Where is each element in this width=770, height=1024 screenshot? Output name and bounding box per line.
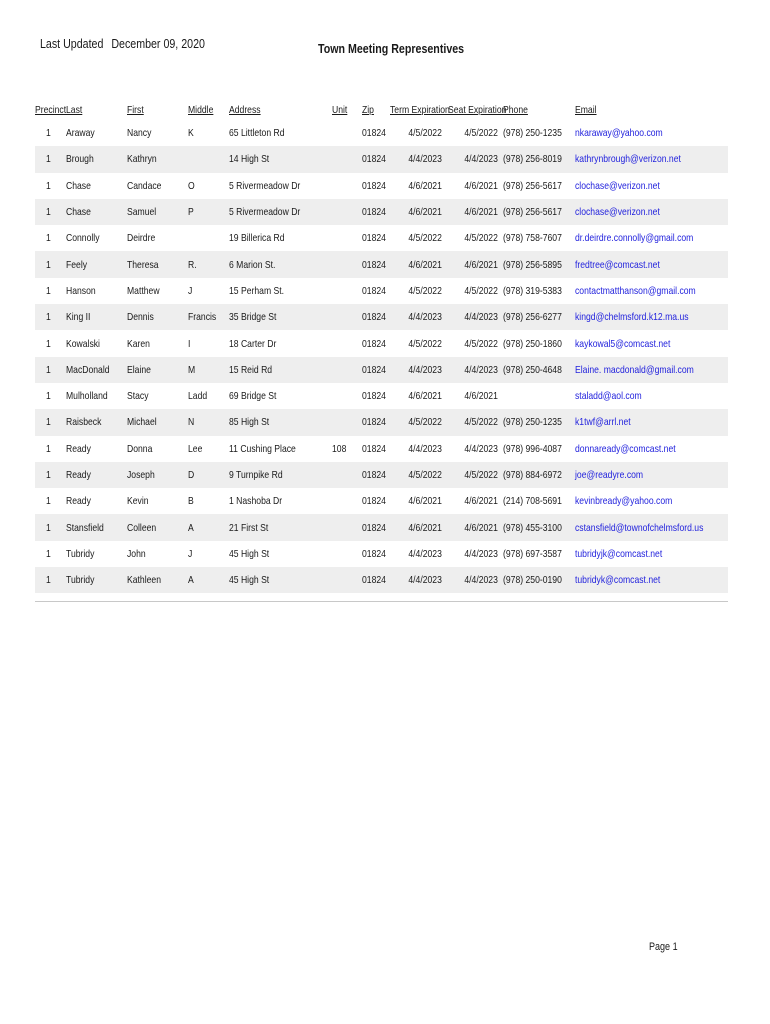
cell-email[interactable]: k1twf@arrl.net xyxy=(575,409,728,435)
cell-seat-expiration: 4/4/2023 xyxy=(464,547,498,560)
table-row xyxy=(35,146,728,172)
cell-first: Elaine xyxy=(127,357,188,383)
cell-term-expiration: 4/4/2023 xyxy=(390,304,448,330)
cell-unit xyxy=(332,146,362,172)
cell-middle: J xyxy=(188,547,193,560)
table-row xyxy=(35,383,728,409)
cell-zip: 01824 xyxy=(362,462,390,488)
cell-last: Chase xyxy=(66,179,91,192)
cell-precinct: 1 xyxy=(46,179,51,192)
table-row xyxy=(35,567,728,593)
cell-phone: (978) 256-8019 xyxy=(503,146,575,172)
cell-last: Chase xyxy=(66,199,127,225)
cell-phone: (978) 996-4087 xyxy=(503,442,562,455)
cell-last: Ready xyxy=(66,462,127,488)
cell-term-expiration: 4/6/2021 xyxy=(408,390,442,403)
cell-seat-expiration: 4/6/2021 xyxy=(448,514,503,540)
cell-first: Joseph xyxy=(127,462,188,488)
cell-seat-expiration: 4/6/2021 xyxy=(448,199,503,225)
table-row xyxy=(35,330,728,356)
col-header-term-expiration: Term Expiration xyxy=(390,104,450,116)
cell-middle: Ladd xyxy=(188,390,208,403)
cell-address: 14 High St xyxy=(229,146,332,172)
cell-address: 45 High St xyxy=(229,567,332,593)
cell-address: 15 Reid Rd xyxy=(229,357,332,383)
cell-phone: (978) 256-5617 xyxy=(503,199,575,225)
cell-middle: M xyxy=(188,357,229,383)
cell-phone: (978) 250-1235 xyxy=(503,127,562,140)
cell-address: 6 Marion St. xyxy=(229,251,332,277)
cell-zip: 01824 xyxy=(362,127,386,140)
cell-term-expiration: 4/4/2023 xyxy=(390,146,448,172)
cell-precinct: 1 xyxy=(35,199,66,225)
cell-middle: Francis xyxy=(188,304,229,330)
cell-email[interactable]: tubridyk@comcast.net xyxy=(575,567,728,593)
cell-last: Tubridy xyxy=(66,567,127,593)
table-row xyxy=(35,514,728,540)
cell-seat-expiration: 4/4/2023 xyxy=(448,567,503,593)
cell-term-expiration: 4/5/2022 xyxy=(390,462,448,488)
table-row xyxy=(35,251,728,277)
cell-middle xyxy=(188,146,229,172)
cell-phone: (978) 697-3587 xyxy=(503,547,562,560)
table-row xyxy=(35,120,728,146)
cell-seat-expiration: 4/6/2021 xyxy=(464,179,498,192)
cell-unit xyxy=(332,304,362,330)
cell-zip: 01824 xyxy=(362,304,390,330)
cell-seat-expiration: 4/5/2022 xyxy=(464,127,498,140)
cell-address: 9 Turnpike Rd xyxy=(229,462,332,488)
cell-zip: 01824 xyxy=(362,337,386,350)
cell-unit xyxy=(332,330,362,356)
cell-term-expiration: 4/4/2023 xyxy=(408,442,442,455)
cell-precinct: 1 xyxy=(46,390,51,403)
cell-middle: A xyxy=(188,567,229,593)
cell-last: MacDonald xyxy=(66,357,127,383)
cell-seat-expiration: 4/4/2023 xyxy=(448,146,503,172)
cell-term-expiration: 4/4/2023 xyxy=(390,357,448,383)
cell-precinct: 1 xyxy=(46,232,51,245)
cell-middle: D xyxy=(188,462,229,488)
cell-email[interactable]: fredtree@comcast.net xyxy=(575,251,728,277)
table-row xyxy=(35,541,728,567)
cell-term-expiration: 4/5/2022 xyxy=(408,127,442,140)
col-header-middle: Middle xyxy=(188,104,214,116)
cell-precinct: 1 xyxy=(46,284,51,297)
cell-zip: 01824 xyxy=(362,390,386,403)
cell-seat-expiration: 4/5/2022 xyxy=(464,232,498,245)
cell-middle: B xyxy=(188,495,194,508)
cell-zip: 01824 xyxy=(362,146,390,172)
table-body xyxy=(35,120,728,593)
cell-zip: 01824 xyxy=(362,179,386,192)
page-title: Town Meeting Representives xyxy=(318,41,465,56)
cell-middle: A xyxy=(188,514,229,540)
cell-term-expiration: 4/6/2021 xyxy=(390,199,448,225)
cell-middle: I xyxy=(188,337,191,350)
cell-zip: 01824 xyxy=(362,514,390,540)
cell-email[interactable]: dr.deirdre.connolly@gmail.com xyxy=(575,232,694,245)
cell-unit xyxy=(332,120,362,146)
cell-first: Colleen xyxy=(127,514,188,540)
col-header-zip: Zip xyxy=(362,104,374,116)
cell-middle: P xyxy=(188,199,229,225)
cell-address: 1 Nashoba Dr xyxy=(229,495,283,508)
cell-precinct: 1 xyxy=(35,146,66,172)
cell-first: Matthew xyxy=(127,284,160,297)
cell-last: Ready xyxy=(66,495,91,508)
cell-address: 11 Cushing Place xyxy=(229,442,296,455)
cell-zip: 01824 xyxy=(362,409,390,435)
cell-address: 69 Bridge St xyxy=(229,390,277,403)
cell-zip: 01824 xyxy=(362,567,390,593)
cell-seat-expiration: 4/6/2021 xyxy=(464,390,498,403)
cell-first: Dennis xyxy=(127,304,188,330)
page-number: Page 1 xyxy=(649,941,678,953)
cell-precinct: 1 xyxy=(46,442,51,455)
cell-first: Deirdre xyxy=(127,232,156,245)
cell-unit xyxy=(332,462,362,488)
cell-phone: (978) 319-5383 xyxy=(503,284,562,297)
cell-term-expiration: 4/4/2023 xyxy=(390,567,448,593)
table-row xyxy=(35,409,728,435)
cell-middle: N xyxy=(188,409,229,435)
cell-first: Stacy xyxy=(127,390,149,403)
cell-address: 21 First St xyxy=(229,514,332,540)
cell-term-expiration: 4/5/2022 xyxy=(408,337,442,350)
cell-last: Tubridy xyxy=(66,547,95,560)
cell-precinct: 1 xyxy=(35,357,66,383)
cell-address: 19 Billerica Rd xyxy=(229,232,285,245)
cell-zip: 01824 xyxy=(362,547,386,560)
cell-seat-expiration: 4/4/2023 xyxy=(448,357,503,383)
cell-unit xyxy=(332,541,362,567)
cell-unit xyxy=(332,278,362,304)
cell-first: Candace xyxy=(127,179,162,192)
cell-phone: (978) 256-5895 xyxy=(503,251,575,277)
cell-precinct: 1 xyxy=(46,495,51,508)
cell-first: Kathleen xyxy=(127,567,188,593)
cell-email[interactable]: staladd@aol.com xyxy=(575,390,642,403)
cell-phone: (978) 250-1235 xyxy=(503,409,575,435)
cell-last: Mulholland xyxy=(66,390,108,403)
cell-seat-expiration: 4/5/2022 xyxy=(464,284,498,297)
table-bottom-rule xyxy=(35,601,728,602)
cell-email[interactable]: kingd@chelmsford.k12.ma.us xyxy=(575,304,728,330)
cell-seat-expiration: 4/4/2023 xyxy=(448,304,503,330)
cell-address: 5 Rivermeadow Dr xyxy=(229,199,332,225)
cell-precinct: 1 xyxy=(35,567,66,593)
cell-last: King II xyxy=(66,304,127,330)
cell-middle: O xyxy=(188,179,195,192)
cell-last: Feely xyxy=(66,251,127,277)
cell-middle: R. xyxy=(188,251,229,277)
cell-seat-expiration: 4/6/2021 xyxy=(448,251,503,277)
cell-zip: 01824 xyxy=(362,284,386,297)
cell-first: John xyxy=(127,547,146,560)
cell-last: Ready xyxy=(66,442,91,455)
cell-term-expiration: 4/5/2022 xyxy=(408,284,442,297)
cell-term-expiration: 4/5/2022 xyxy=(390,409,448,435)
table-row xyxy=(35,278,728,304)
cell-last: Kowalski xyxy=(66,337,100,350)
cell-first: Kevin xyxy=(127,495,149,508)
cell-last: Brough xyxy=(66,146,127,172)
col-header-phone: Phone xyxy=(503,104,528,116)
cell-last: Hanson xyxy=(66,284,96,297)
cell-zip: 01824 xyxy=(362,251,390,277)
cell-precinct: 1 xyxy=(35,251,66,277)
cell-phone: (978) 250-0190 xyxy=(503,567,575,593)
cell-term-expiration: 4/4/2023 xyxy=(408,547,442,560)
col-header-precinct: Precinct xyxy=(35,104,67,116)
cell-term-expiration: 4/6/2021 xyxy=(408,179,442,192)
cell-email[interactable]: clochase@verizon.net xyxy=(575,179,660,192)
col-header-unit: Unit xyxy=(332,104,348,116)
cell-first: Samuel xyxy=(127,199,188,225)
cell-precinct: 1 xyxy=(35,409,66,435)
cell-email[interactable]: Elaine. macdonald@gmail.com xyxy=(575,357,728,383)
cell-zip: 01824 xyxy=(362,495,386,508)
cell-last: Stansfield xyxy=(66,514,127,540)
table-row xyxy=(35,436,728,462)
cell-address: 15 Perham St. xyxy=(229,284,285,297)
cell-precinct: 1 xyxy=(46,337,51,350)
cell-phone: (978) 758-7607 xyxy=(503,232,562,245)
cell-phone: (978) 256-6277 xyxy=(503,304,575,330)
cell-unit xyxy=(332,409,362,435)
cell-phone: (978) 256-5617 xyxy=(503,179,562,192)
cell-unit xyxy=(332,383,362,409)
cell-address: 5 Rivermeadow Dr xyxy=(229,179,301,192)
cell-zip: 01824 xyxy=(362,199,390,225)
cell-precinct: 1 xyxy=(46,127,51,140)
cell-email[interactable]: kathrynbrough@verizon.net xyxy=(575,146,728,172)
cell-first: Kathryn xyxy=(127,146,188,172)
cell-unit xyxy=(332,488,362,514)
table-row xyxy=(35,199,728,225)
cell-precinct: 1 xyxy=(46,547,51,560)
cell-email[interactable]: tubridyjk@comcast.net xyxy=(575,547,663,560)
cell-precinct: 1 xyxy=(35,514,66,540)
cell-unit xyxy=(332,357,362,383)
cell-middle: Lee xyxy=(188,442,203,455)
cell-phone: (978) 884-6972 xyxy=(503,462,575,488)
table-header-row xyxy=(35,100,728,120)
cell-email[interactable]: clochase@verizon.net xyxy=(575,199,728,225)
cell-first: Michael xyxy=(127,409,188,435)
col-header-first: First xyxy=(127,104,144,116)
cell-email[interactable]: kevinbready@yahoo.com xyxy=(575,495,673,508)
cell-email[interactable]: contactmatthanson@gmail.com xyxy=(575,284,696,297)
cell-unit xyxy=(332,199,362,225)
col-header-address: Address xyxy=(229,104,261,116)
last-updated-label: Last Updated xyxy=(40,36,104,51)
cell-address: 45 High St xyxy=(229,547,270,560)
cell-address: 18 Carter Dr xyxy=(229,337,277,350)
cell-middle xyxy=(188,225,229,251)
cell-phone: (978) 455-3100 xyxy=(503,514,575,540)
table-row xyxy=(35,173,728,199)
cell-term-expiration: 4/5/2022 xyxy=(408,232,442,245)
cell-email[interactable]: donnaready@comcast.net xyxy=(575,442,676,455)
cell-term-expiration: 4/6/2021 xyxy=(390,251,448,277)
cell-email[interactable]: cstansfield@townofchelmsford.us xyxy=(575,514,728,540)
cell-seat-expiration: 4/4/2023 xyxy=(464,442,498,455)
cell-email[interactable]: nkaraway@yahoo.com xyxy=(575,127,663,140)
cell-email[interactable]: kaykowal5@comcast.net xyxy=(575,337,671,350)
cell-seat-expiration: 4/5/2022 xyxy=(464,337,498,350)
cell-last: Araway xyxy=(66,127,95,140)
table-row xyxy=(35,225,728,251)
cell-zip: 01824 xyxy=(362,232,386,245)
cell-first: Donna xyxy=(127,442,153,455)
cell-phone xyxy=(503,383,575,409)
cell-term-expiration: 4/6/2021 xyxy=(408,495,442,508)
cell-seat-expiration: 4/5/2022 xyxy=(448,462,503,488)
col-header-email: Email xyxy=(575,104,597,116)
cell-precinct: 1 xyxy=(35,462,66,488)
cell-unit xyxy=(332,251,362,277)
cell-middle: K xyxy=(188,127,194,140)
table-row xyxy=(35,304,728,330)
cell-unit xyxy=(332,514,362,540)
last-updated xyxy=(40,36,205,51)
cell-unit xyxy=(332,225,362,251)
cell-phone: (978) 250-1860 xyxy=(503,337,562,350)
cell-address: 65 Littleton Rd xyxy=(229,127,285,140)
cell-unit xyxy=(332,567,362,593)
cell-unit xyxy=(332,173,362,199)
col-header-seat-expiration: Seat Expiration xyxy=(448,104,507,116)
cell-first: Nancy xyxy=(127,127,152,140)
cell-precinct: 1 xyxy=(35,304,66,330)
cell-phone: (978) 250-4648 xyxy=(503,357,575,383)
cell-term-expiration: 4/6/2021 xyxy=(390,514,448,540)
table-row xyxy=(35,462,728,488)
cell-address: 85 High St xyxy=(229,409,332,435)
last-updated-date: December 09, 2020 xyxy=(111,36,205,51)
col-header-last: Last xyxy=(66,104,83,116)
cell-unit: 108 xyxy=(332,442,347,455)
cell-phone: (214) 708-5691 xyxy=(503,495,562,508)
cell-first: Theresa xyxy=(127,251,188,277)
cell-seat-expiration: 4/6/2021 xyxy=(464,495,498,508)
cell-address: 35 Bridge St xyxy=(229,304,332,330)
table-row xyxy=(35,488,728,514)
cell-zip: 01824 xyxy=(362,442,386,455)
representatives-table xyxy=(35,100,728,593)
cell-email[interactable]: joe@readyre.com xyxy=(575,462,728,488)
cell-first: Karen xyxy=(127,337,150,350)
cell-last: Raisbeck xyxy=(66,409,127,435)
cell-zip: 01824 xyxy=(362,357,390,383)
cell-middle: J xyxy=(188,284,193,297)
cell-last: Connolly xyxy=(66,232,100,245)
table-row xyxy=(35,357,728,383)
cell-seat-expiration: 4/5/2022 xyxy=(448,409,503,435)
